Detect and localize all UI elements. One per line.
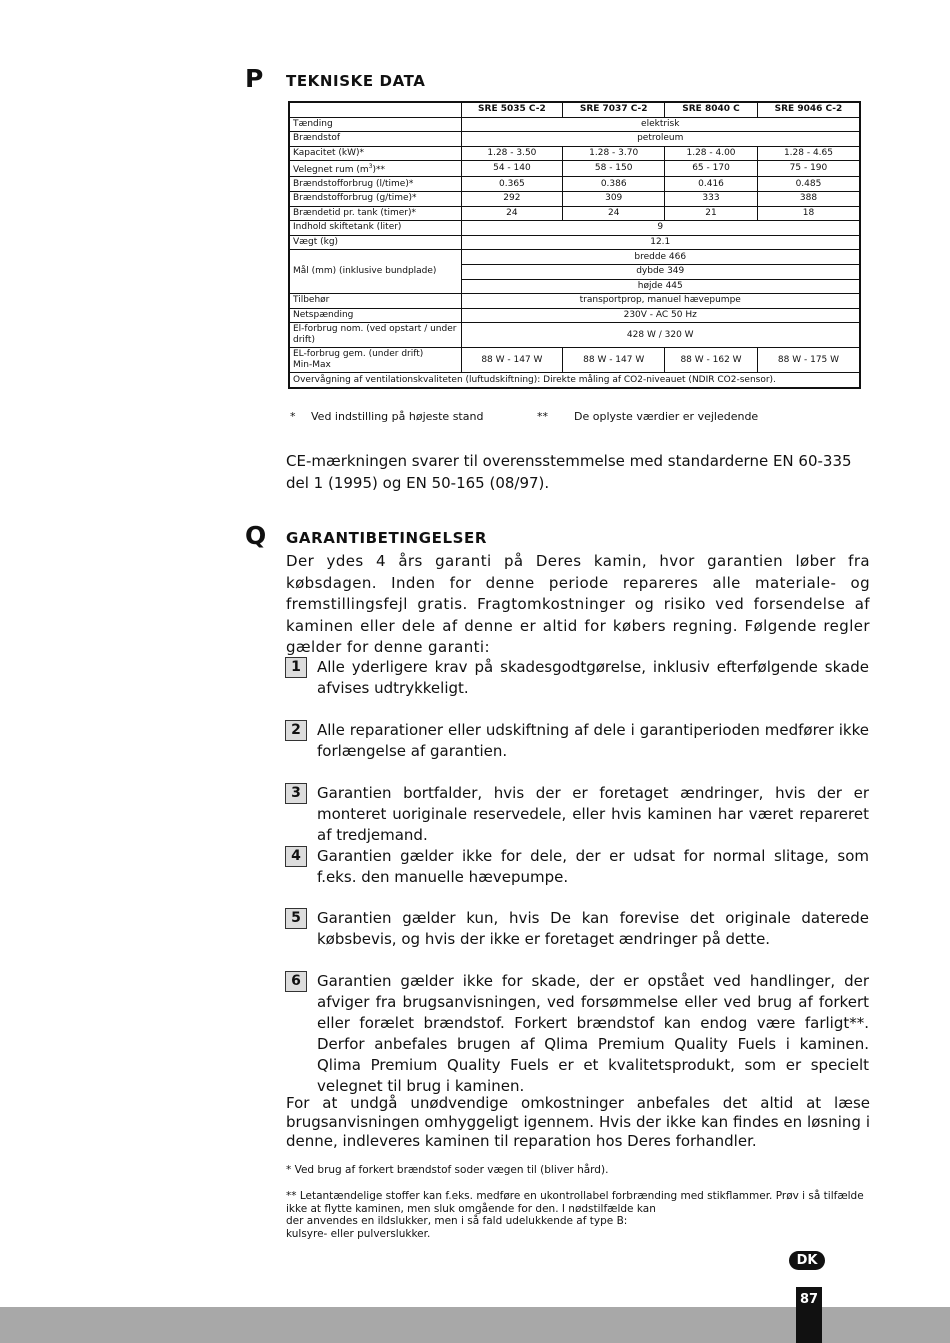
row-label: Netspænding xyxy=(289,308,461,323)
table-row xyxy=(289,206,860,221)
row-label: Vægt (kg) xyxy=(289,235,461,250)
model-header: SRE 8040 C xyxy=(665,102,758,117)
row-value: højde 445 xyxy=(461,279,860,294)
row-value: 12.1 xyxy=(461,235,860,250)
section-letter-p: P xyxy=(245,64,264,93)
row-value: 24 xyxy=(563,206,665,221)
item-number: 2 xyxy=(285,720,307,741)
row-value: 230V - AC 50 Hz xyxy=(461,308,860,323)
row-value: dybde 349 xyxy=(461,264,860,279)
row-value: 333 xyxy=(665,191,758,206)
row-value: 1.28 - 3.70 xyxy=(563,146,665,161)
warranty-intro: Der ydes 4 års garanti på Deres kamin, hvor garantien løber fra købsdagen. Inden for denne periode repareres alle materiale- og fremstillingsfejl gratis. Fragtomkostninger og risiko ved forsendelse af kaminen eller dele af denne er altid for købers regning. Følgende regler gælder for denne garanti: xyxy=(286,552,870,656)
table-row xyxy=(289,117,860,132)
item-text: Garantien bortfalder, hvis der er foretaget ændringer, hvis der er monteret uoriginale reservedele, eller hvis kaminen har været repareret af tredjemand. xyxy=(317,784,869,844)
table-row xyxy=(289,177,860,192)
item-number: 4 xyxy=(285,846,307,867)
table-row xyxy=(289,373,860,388)
note-text: De oplyste værdier er vejledende xyxy=(574,410,759,423)
row-label xyxy=(289,348,461,373)
table-row xyxy=(289,250,860,265)
row-value: 75 - 190 xyxy=(757,161,860,177)
item-text: Garantien gælder ikke for dele, der er udsat for normal slitage, som f.eks. den manuelle hævepumpe. xyxy=(317,847,869,886)
row-value: 0.485 xyxy=(757,177,860,192)
row-label: Brændstofforbrug (l/time)* xyxy=(289,177,461,192)
note-mark: * xyxy=(290,410,296,423)
footnote-line: ikke at flytte kaminen, men sluk omgående for den. I nødstilfælde kan xyxy=(286,1202,656,1215)
label-text: Velegnet rum (m xyxy=(293,165,369,176)
model-header: SRE 5035 C-2 xyxy=(461,102,563,117)
footnote-line: der anvendes en ildslukker, men i så fald udelukkende af type B: xyxy=(286,1215,628,1227)
row-value: 88 W - 147 W xyxy=(563,348,665,373)
note-text: Ved indstilling på højeste stand xyxy=(311,410,484,423)
row-label: Tænding xyxy=(289,117,461,132)
ce-paragraph: CE-mærkningen svarer til overensstemmelse med standarderne EN 60-335 del 1 (1995) og EN 50-165 (08/97). xyxy=(286,452,852,492)
section-letter-q: Q xyxy=(245,521,267,550)
footnote-line: ** Letantændelige stoffer kan f.eks. medføre en ukontrollabel forbrænding med stikflammer. Prøv i så tilfælde xyxy=(286,1190,864,1202)
model-header: SRE 7037 C-2 xyxy=(563,102,665,117)
item-text: Garantien gælder kun, hvis De kan forevise det originale daterede købsbevis, og hvis der ikke er foretaget ændringer på dette. xyxy=(317,909,869,948)
table-header-row xyxy=(289,102,860,117)
model-header: SRE 9046 C-2 xyxy=(757,102,860,117)
row-value: 388 xyxy=(757,191,860,206)
label-line: EL-forbrug gem. (under drift) xyxy=(293,349,424,360)
table-row xyxy=(289,323,860,348)
row-value: 88 W - 175 W xyxy=(757,348,860,373)
row-value: 88 W - 147 W xyxy=(461,348,563,373)
language-badge: DK xyxy=(789,1251,825,1270)
row-value: 9 xyxy=(461,221,860,236)
row-label: El-forbrug nom. (ved opstart / under drift) xyxy=(289,323,461,348)
superscript: 3 xyxy=(368,163,373,171)
label-line: Min-Max xyxy=(293,360,331,371)
table-row xyxy=(289,191,860,206)
item-number: 5 xyxy=(285,908,307,929)
footnote-line: kulsyre- eller pulverslukker. xyxy=(286,1227,431,1240)
item-text: Alle yderligere krav på skadesgodtgørelse, inklusiv efterfølgende skade afvises udtrykkeligt. xyxy=(317,658,869,697)
row-value: elektrisk xyxy=(461,117,860,132)
row-label: Indhold skiftetank (liter) xyxy=(289,221,461,236)
row-label xyxy=(289,161,461,177)
row-value: 88 W - 162 W xyxy=(665,348,758,373)
row-value: 428 W / 320 W xyxy=(461,323,860,348)
row-value: 21 xyxy=(665,206,758,221)
row-value: 1.28 - 4.00 xyxy=(665,146,758,161)
closing-paragraph: For at undgå unødvendige omkostninger anbefales det altid at læse brugsanvisningen omhyggeligt igennem. Hvis der ikke kan findes en løsning i denne, indleveres kaminen til reparation hos Deres forhandler. xyxy=(286,1094,870,1150)
row-label: Kapacitet (kW)* xyxy=(289,146,461,161)
row-label: Mål (mm) (inklusive bundplade) xyxy=(289,250,461,294)
row-value: 1.28 - 4.65 xyxy=(757,146,860,161)
section-title-tekniske-data: TEKNISKE DATA xyxy=(286,72,426,90)
table-row xyxy=(289,146,860,161)
row-value: 292 xyxy=(461,191,563,206)
footnote: * Ved brug af forkert brændstof soder vægen til (bliver hård). xyxy=(286,1164,609,1176)
item-number: 6 xyxy=(285,971,307,992)
item-number: 1 xyxy=(285,657,307,678)
row-value: 1.28 - 3.50 xyxy=(461,146,563,161)
row-value: 58 - 150 xyxy=(563,161,665,177)
footnote xyxy=(286,1190,876,1240)
table-row xyxy=(289,221,860,236)
row-value: 65 - 170 xyxy=(665,161,758,177)
row-label: Brændetid pr. tank (timer)* xyxy=(289,206,461,221)
table-row xyxy=(289,235,860,250)
row-value: bredde 466 xyxy=(461,250,860,265)
row-value: 18 xyxy=(757,206,860,221)
table-row xyxy=(289,132,860,147)
row-value: 54 - 140 xyxy=(461,161,563,177)
row-value: 309 xyxy=(563,191,665,206)
label-text: )** xyxy=(372,165,386,176)
table-row xyxy=(289,308,860,323)
row-label: Brændstof xyxy=(289,132,461,147)
row-label: Tilbehør xyxy=(289,294,461,309)
item-text: Garantien gælder ikke for skade, der er opstået ved handlinger, der afviger fra brugsanvisningen, ved forsømmelse eller ved brug af forkert eller forælet brændstof. Forkert brændstof kan endog være farligt**. Derfor anbefales brugen af Qlima Premium Quality Fuels i kaminen. Qlima Premium Quality Fuels er et kvalitetsprodukt, som er specielt velegnet til brug i kaminen. xyxy=(317,972,869,1095)
table-row xyxy=(289,161,860,177)
page-number: 87 xyxy=(796,1287,822,1343)
row-value: 0.386 xyxy=(563,177,665,192)
row-value: petroleum xyxy=(461,132,860,147)
item-number: 3 xyxy=(285,783,307,804)
table-row xyxy=(289,294,860,309)
table-corner-cell xyxy=(289,102,461,117)
row-value: 0.365 xyxy=(461,177,563,192)
row-label: Brændstofforbrug (g/time)* xyxy=(289,191,461,206)
technical-data-table xyxy=(288,101,861,389)
item-text: Alle reparationer eller udskiftning af dele i garantiperioden medfører ikke forlængelse af garantien. xyxy=(317,721,869,760)
row-value: Overvågning af ventilationskvaliteten (luftudskiftning): Direkte måling af CO2-niveauet (NDIR CO2-sensor). xyxy=(289,373,860,388)
note-mark: ** xyxy=(537,410,548,423)
row-value: transportprop, manuel hævepumpe xyxy=(461,294,860,309)
row-value: 24 xyxy=(461,206,563,221)
table-row xyxy=(289,348,860,373)
row-value: 0.416 xyxy=(665,177,758,192)
section-title-garantibetingelser: GARANTIBETINGELSER xyxy=(286,529,488,547)
